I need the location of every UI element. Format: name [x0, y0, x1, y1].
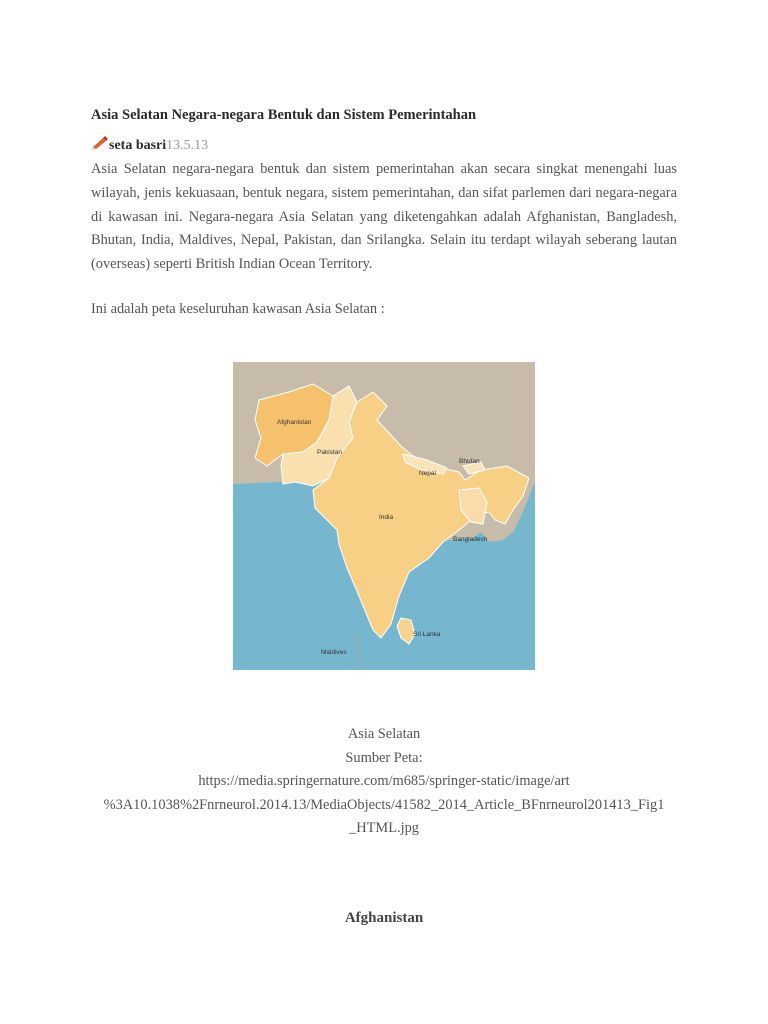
- map-label-bhutan: Bhutan: [459, 458, 480, 465]
- map-label-afghanistan: Afghanistan: [277, 419, 312, 426]
- south-asia-map: [233, 362, 535, 670]
- map-label-pakistan: Pakistan: [317, 449, 342, 456]
- author-link[interactable]: seta basri: [109, 138, 167, 153]
- map-label-bangladesh: Bangladesh: [453, 536, 488, 543]
- map-caption-title: Asia Selatan: [347, 726, 421, 742]
- map-intro-text: Ini adalah peta keseluruhan kawasan Asia Selatan :: [91, 301, 385, 317]
- section-heading-afghanistan: Afghanistan: [344, 910, 424, 926]
- map-source-url-line-3[interactable]: _HTML.jpg: [349, 820, 419, 836]
- map-source-url-line-2[interactable]: %3A10.1038%2Fnrneurol.2014.13/MediaObjects/41582_2014_Article_BFnrneurol201413_Fig1: [103, 797, 665, 813]
- map-source-label: Sumber Peta:: [345, 750, 423, 766]
- article-title: Asia Selatan Negara-negara Bentuk dan Sistem Pemerintahan: [91, 107, 477, 123]
- map-label-nepal: Nepal: [419, 470, 436, 477]
- map-label-sri-lanka: Sri Lanka: [413, 631, 441, 638]
- post-date[interactable]: 13.5.13: [166, 138, 209, 153]
- pencil-icon: [91, 135, 109, 151]
- byline: [91, 135, 208, 156]
- map-label-india: India: [379, 514, 394, 521]
- map-source-url-line-1[interactable]: https://media.springernature.com/m685/springer-static/image/art: [198, 773, 570, 789]
- map-label-maldives: Maldives: [321, 649, 347, 656]
- intro-paragraph: Asia Selatan negara-negara bentuk dan sistem pemerintahan akan secara singkat menengahi luas wilayah, jenis kekuasaan, bentuk negara, sistem pemerintahan, dan sifat parlemen dari negara-negara di kawasan ini. Negara-negara Asia Selatan yang diketengahkan adalah Afghanistan, Bangladesh, Bhutan, India, Maldives, Nepal, Pakistan, dan Srilangka. Selain itu terdapt wilayah seberang lautan (overseas) seperti British Indian Ocean Territory.: [91, 161, 677, 273]
